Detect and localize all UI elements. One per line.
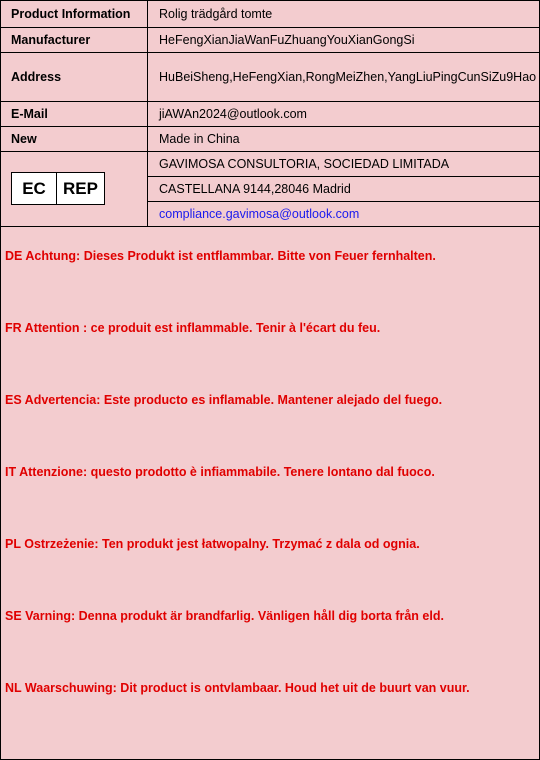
row-product	[1, 1, 540, 27]
product-info-table	[1, 1, 540, 227]
ec-rep-company: GAVIMOSA CONSULTORIA, SOCIEDAD LIMITADA	[148, 151, 540, 176]
row-address	[1, 52, 540, 101]
row-email	[1, 101, 540, 126]
product-info-value: Rolig trädgård tomte	[148, 1, 540, 27]
row-manufacturer	[1, 27, 540, 52]
ec-rep-symbol	[11, 172, 105, 205]
warning-pl: PL Ostrzeżenie: Ten produkt jest łatwopalny. Trzymać z dala od ognia.	[5, 537, 420, 551]
warning-de: DE Achtung: Dieses Produkt ist entflammbar. Bitte von Feuer fernhalten.	[5, 249, 436, 263]
manufacturer-label: Manufacturer	[1, 27, 148, 52]
new-label: New	[1, 126, 148, 151]
email-label: E-Mail	[1, 101, 148, 126]
row-new	[1, 126, 540, 151]
email-value: jiAWAn2024@outlook.com	[148, 101, 540, 126]
ec-rep-email-link[interactable]: compliance.gavimosa@outlook.com	[148, 201, 540, 226]
ec-rep-symbol-cell	[1, 151, 148, 226]
address-label: Address	[1, 52, 148, 101]
ec-rep-ec-text: EC	[12, 173, 57, 204]
warning-fr: FR Attention : ce produit est inflammable. Tenir à l'écart du feu.	[5, 321, 381, 335]
warning-es: ES Advertencia: Este producto es inflamable. Mantener alejado del fuego.	[5, 393, 443, 407]
address-value: HuBeiSheng,HeFengXian,RongMeiZhen,YangLiuPingCunSiZu9Hao	[148, 52, 540, 101]
manufacturer-value: HeFengXianJiaWanFuZhuangYouXianGongSi	[148, 27, 540, 52]
product-info-label: Product Information	[1, 1, 148, 27]
warning-nl: NL Waarschuwing: Dit product is ontvlambaar. Houd het uit de buurt van vuur.	[5, 681, 470, 695]
warning-se: SE Varning: Denna produkt är brandfarlig. Vänligen håll dig borta från eld.	[5, 609, 444, 623]
warning-it: IT Attenzione: questo prodotto è infiammabile. Tenere lontano dal fuoco.	[5, 465, 435, 479]
row-ec-rep-company	[1, 151, 540, 176]
new-value: Made in China	[148, 126, 540, 151]
ec-rep-rep-text: REP	[63, 178, 98, 198]
ec-rep-address: CASTELLANA 9144,28046 Madrid	[148, 176, 540, 201]
